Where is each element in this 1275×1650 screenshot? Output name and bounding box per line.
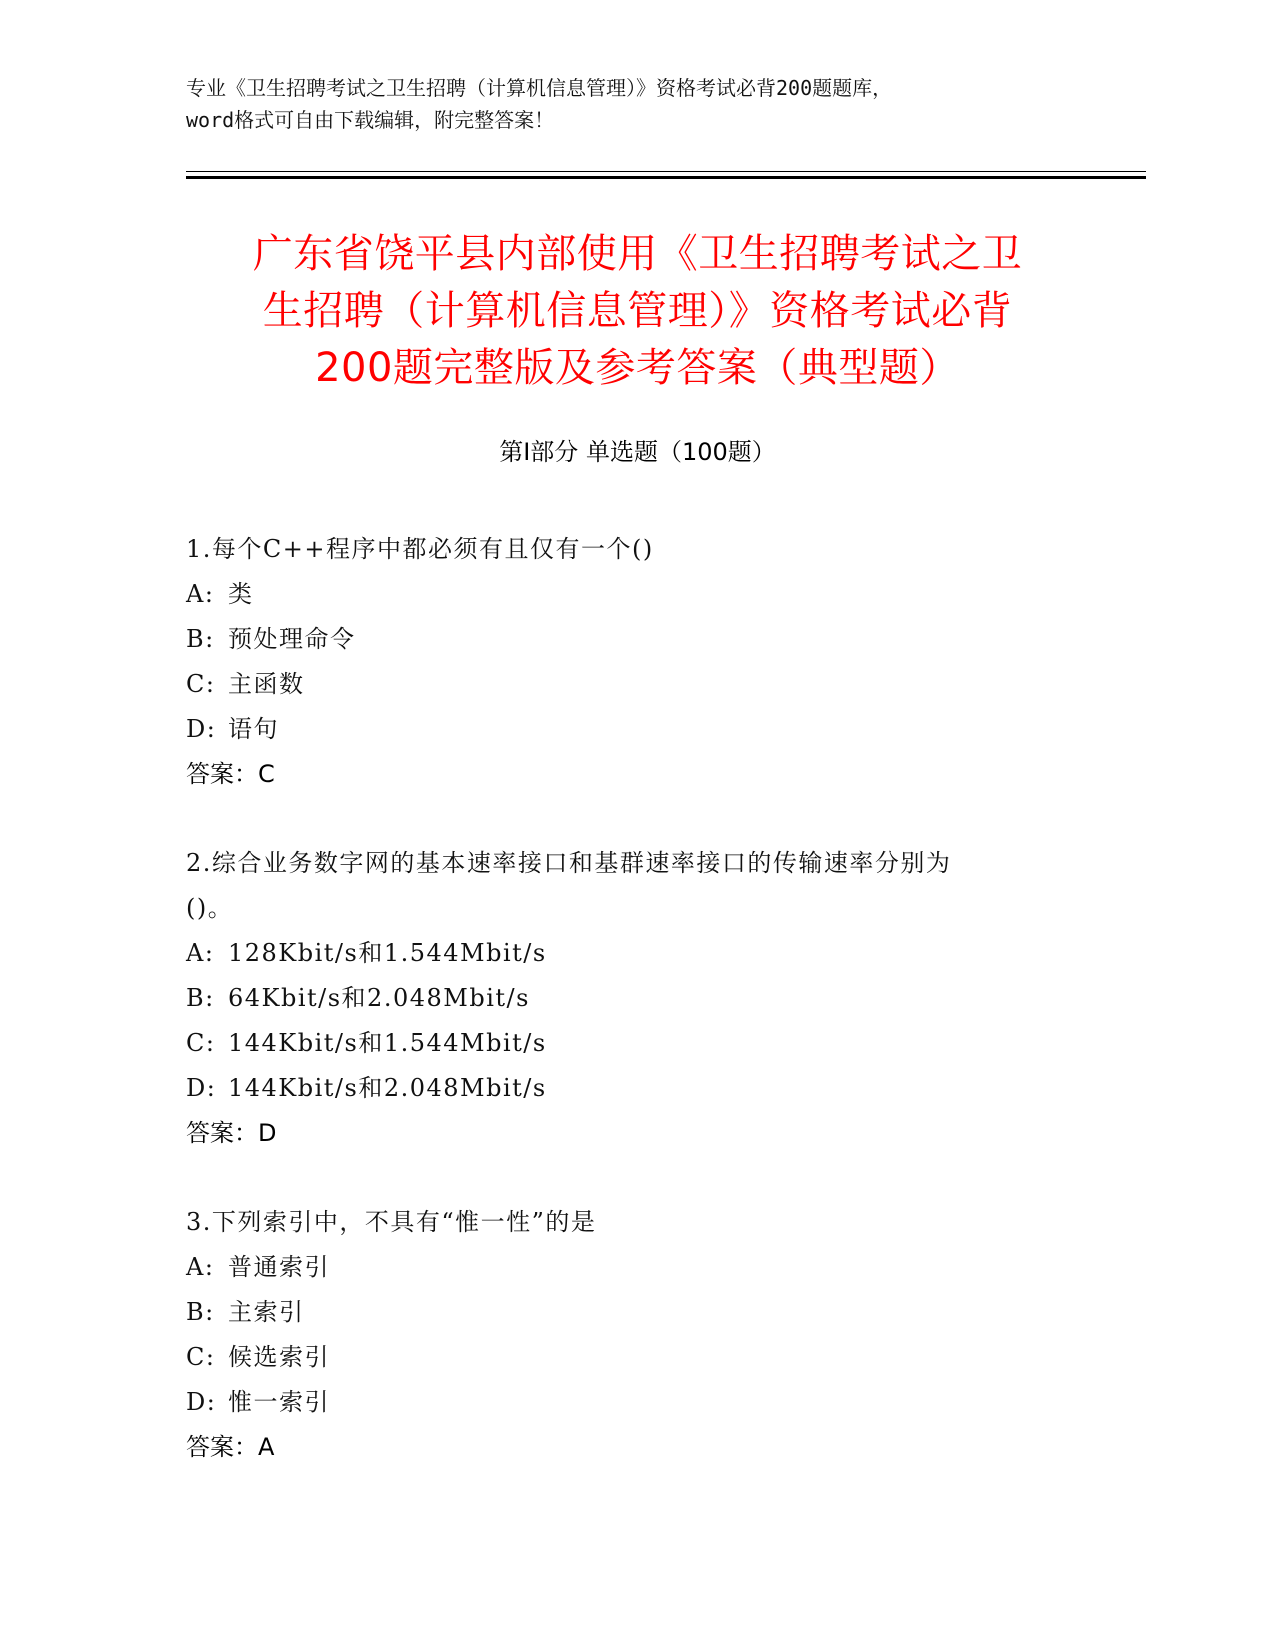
option-text: 64Kbit/s和2.048Mbit/s xyxy=(228,984,530,1012)
option-key: A: xyxy=(186,939,215,967)
option-key: A: xyxy=(186,580,215,608)
option-key: C: xyxy=(186,1343,216,1371)
option-text: 惟一索引 xyxy=(228,1388,330,1416)
answer-line: 答案：D xyxy=(186,1119,277,1147)
option-a xyxy=(186,1245,1086,1290)
title-line3: 200题完整版及参考答案（典型题） xyxy=(315,345,960,391)
answer-line: 答案：A xyxy=(186,1433,275,1461)
option-key: B: xyxy=(186,984,215,1012)
question-stem-line2: ()。 xyxy=(186,894,234,922)
option-key: B: xyxy=(186,625,215,653)
option-d xyxy=(186,1380,1086,1425)
option-d xyxy=(186,1066,1086,1111)
option-c xyxy=(186,1021,1086,1066)
option-c xyxy=(186,662,1086,707)
option-key: D: xyxy=(186,1074,217,1102)
option-c xyxy=(186,1335,1086,1380)
option-b xyxy=(186,976,1086,1021)
section-heading: 第Ⅰ部分 单选题（100题） xyxy=(499,438,776,466)
option-text: 128Kbit/s和1.544Mbit/s xyxy=(228,939,547,967)
question-list xyxy=(186,527,1086,1514)
header-note-line2: word格式可自由下载编辑，附完整答案！ xyxy=(186,108,555,132)
question-stem: 1.每个C++程序中都必须有且仅有一个() xyxy=(186,535,654,563)
option-key: D: xyxy=(186,1388,217,1416)
header-note-line1: 专业《卫生招聘考试之卫生招聘（计算机信息管理）》资格考试必背200题题库， xyxy=(186,76,893,100)
option-text: 主函数 xyxy=(228,670,305,698)
option-key: A: xyxy=(186,1253,215,1281)
option-b xyxy=(186,617,1086,662)
option-d xyxy=(186,707,1086,752)
title-line2: 生招聘（计算机信息管理）》资格考试必背 xyxy=(262,288,1013,334)
question-3 xyxy=(186,1200,1086,1470)
header-note xyxy=(186,72,1086,136)
option-key: C: xyxy=(186,670,216,698)
option-text: 普通索引 xyxy=(228,1253,330,1281)
option-text: 语句 xyxy=(228,715,279,743)
option-key: D: xyxy=(186,715,217,743)
option-a xyxy=(186,931,1086,976)
answer-line: 答案：C xyxy=(186,760,275,788)
question-2 xyxy=(186,841,1086,1156)
option-text: 预处理命令 xyxy=(228,625,356,653)
question-stem-line1: 2.综合业务数字网的基本速率接口和基群速率接口的传输速率分别为 xyxy=(186,849,952,877)
question-stem: 3.下列索引中，不具有“惟一性”的是 xyxy=(186,1208,597,1236)
option-text: 类 xyxy=(228,580,254,608)
option-b xyxy=(186,1290,1086,1335)
header-divider-thin xyxy=(186,171,1146,172)
header-divider-thick xyxy=(186,176,1146,179)
option-key: C: xyxy=(186,1029,216,1057)
option-text: 主索引 xyxy=(228,1298,305,1326)
document-title xyxy=(150,226,1125,397)
option-a xyxy=(186,572,1086,617)
option-text: 144Kbit/s和2.048Mbit/s xyxy=(228,1074,547,1102)
option-key: B: xyxy=(186,1298,215,1326)
question-1 xyxy=(186,527,1086,797)
title-line1: 广东省饶平县内部使用《卫生招聘考试之卫 xyxy=(252,231,1023,277)
option-text: 候选索引 xyxy=(228,1343,330,1371)
option-text: 144Kbit/s和1.544Mbit/s xyxy=(228,1029,547,1057)
